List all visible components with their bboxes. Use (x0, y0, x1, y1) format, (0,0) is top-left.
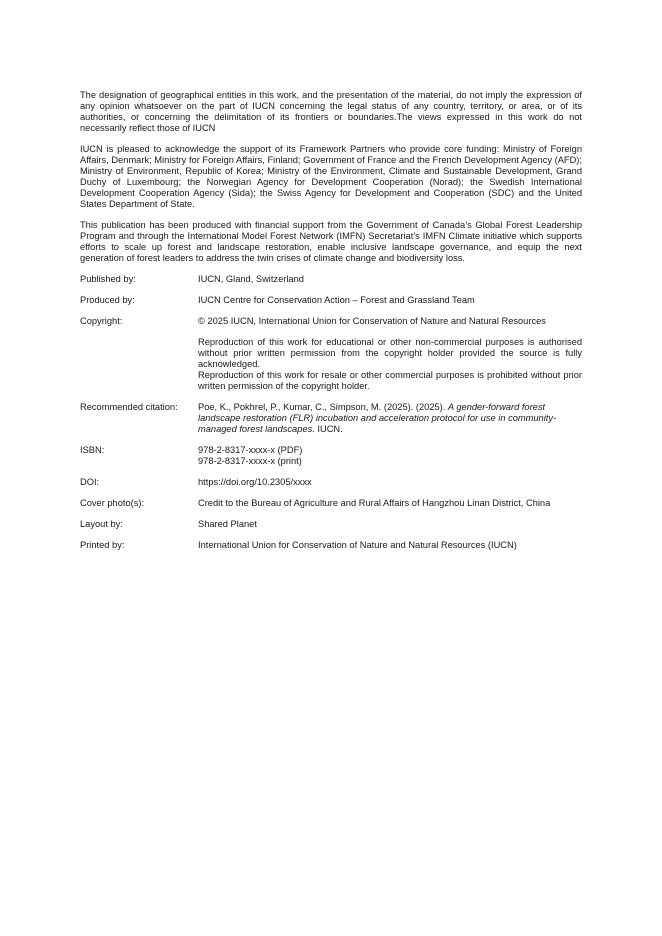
produced-by-label: Produced by: (80, 295, 135, 305)
isbn-values (198, 445, 582, 467)
printed-by-row (80, 540, 582, 551)
funding-paragraph: This publication has been produced with financial support from the Government of Canada’s Global Forest Leadership Program and through the International Model Forest Network (IMFN) Secretariat’s IMFN Climate initiative which supports efforts to scale up forest and landscape restoration, enable inclusive landscape governance, and equip the next generation of forest leaders to address the twin crises of climate change and biodiversity loss. (80, 220, 582, 263)
citation-label: Recommended citation: (80, 402, 178, 412)
isbn-label: ISBN: (80, 445, 105, 455)
citation-title: A gender-forward forest landscape restoration (FLR) incubation and acceleration protocol for use in community-managed forest landscapes. (198, 402, 557, 434)
published-by-label: Published by: (80, 274, 136, 284)
printed-by-label: Printed by: (80, 540, 125, 550)
copyright-value-block (198, 316, 582, 392)
doi-row (80, 477, 582, 488)
printed-by-value: International Union for Conservation of Nature and Natural Resources (IUCN) (198, 540, 517, 550)
produced-by-row (80, 295, 582, 306)
cover-photo-row (80, 498, 582, 509)
citation-row (80, 402, 582, 435)
cover-photo-label: Cover photo(s): (80, 498, 145, 508)
doi-link[interactable]: https://doi.org/10.2305/xxxx (198, 477, 312, 487)
published-by-value: IUCN, Gland, Switzerland (198, 274, 304, 284)
doi-label: DOI: (80, 477, 100, 487)
isbn-print: 978-2-8317-xxxx-x (print) (198, 456, 302, 466)
citation-authors: Poe, K., Pokhrel, P., Kumar, C., Simpson, M. (2025). (2025). (198, 402, 448, 412)
copyright-value: © 2025 IUCN, International Union for Conservation of Nature and Natural Resources (198, 316, 546, 326)
produced-by-value: IUCN Centre for Conservation Action – Forest and Grassland Team (198, 295, 475, 305)
document-page (80, 90, 582, 561)
layout-by-label: Layout by: (80, 519, 123, 529)
published-by-row (80, 274, 582, 285)
acknowledgement-paragraph: IUCN is pleased to acknowledge the support of its Framework Partners who provide core funding: Ministry of Foreign Affairs, Denmark; Ministry for Foreign Affairs, Finland; Government of France and the French Development Agency (AFD); Ministry of Environment, Republic of Korea; Ministry of the Environment, Climate and Sustainable Development, Grand Duchy of Luxembourg; the Norwegian Agency for Development Cooperation (Norad); the Swedish International Development Cooperation Agency (Sida); the Swiss Agency for Development and Cooperation (SDC) and the United States Department of State. (80, 144, 582, 209)
citation-publisher: IUCN. (314, 424, 343, 434)
copyright-label: Copyright: (80, 316, 123, 326)
isbn-row (80, 445, 582, 467)
reproduction-noncommercial-text: Reproduction of this work for educational or other non-commercial purposes is authorised without prior written permission from the copyright holder provided the source is fully acknowledged. (198, 337, 582, 369)
reproduction-commercial-text: Reproduction of this work for resale or other commercial purposes is prohibited without prior written permission of the copyright holder. (198, 370, 582, 391)
layout-by-row (80, 519, 582, 530)
layout-by-value: Shared Planet (198, 519, 257, 529)
cover-photo-value: Credit to the Bureau of Agriculture and Rural Affairs of Hangzhou Linan District, China (198, 498, 551, 508)
citation-value (198, 402, 582, 435)
isbn-pdf: 978-2-8317-xxxx-x (PDF) (198, 445, 303, 455)
copyright-row (80, 316, 582, 392)
disclaimer-paragraph: The designation of geographical entities in this work, and the presentation of the material, do not imply the expression of any opinion whatsoever on the part of IUCN concerning the legal status of any country, territory, or area, or of its authorities, or concerning the delimitation of its frontiers or boundaries.The views expressed in this work do not necessarily reflect those of IUCN (80, 90, 582, 133)
